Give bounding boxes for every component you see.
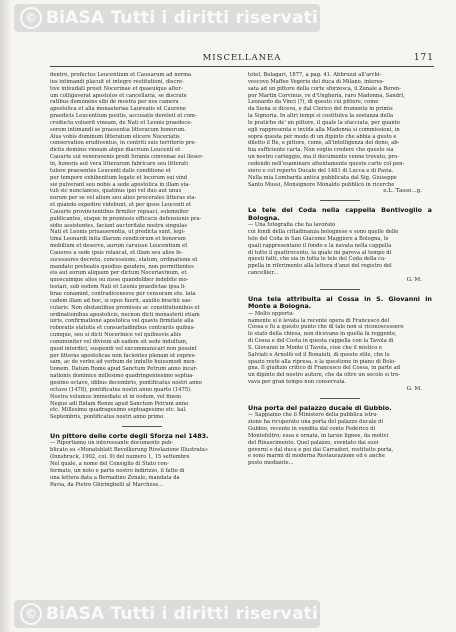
text-line: sucessores decreto, concessione, statum, ordinatione et [50,256,198,263]
text-line: zione ha ricuperato una porta del palazzo ducale di [248,419,384,426]
text-line: brae conamint, contradicenesve per censuram ete. lata [50,291,196,297]
text-line: bia sufficiente carta. Non voglio credere che questo sia [248,147,394,154]
text-line: lestari, sub eodem Nati et Leonis praedictae ipsa li- [50,284,187,291]
text-line: e sono marmi di moderna Restaurazione ed è anche [248,453,385,460]
signature-2: G. M. [406,276,422,283]
text-line: gna. Il giudizio critico di Francesco del Cossa, in parte ad [248,365,401,372]
text-line: eorum per se vel alium seu alios procerales litteras sta- [50,195,197,202]
text-line: — Sappiamo che il Ministero della pubblica istru- [248,412,379,419]
text-line: Montefeltro; essa è ornata, in tarsie lignee, da motivi [248,432,389,439]
text-line: ppella in riferimento alla lettera d'anzi del registro del [248,263,392,270]
text-line: sidio assistentes, faciant auctoritate nostra singulas [50,222,188,229]
text-line: ratibus demonens sibi de mostra per nos camera [50,99,179,106]
text-line: lo stato della chiesa, non dicevano in quella fa reggente, [248,331,397,338]
text-line: le pratiche de' un pittore, il quale la sfacciata, per quanto [248,119,400,126]
text-line: Cossa e fu a questo punto che di tale non si riconoscessero [248,324,404,331]
page-gutter-shadow [0,0,12,632]
section-body-coda [248,222,432,277]
text-line: Nel quale, a nome del Consiglio di Stato con- [50,460,169,467]
text-line: dictis dominis vineam atque diacrium Leucenti et [50,147,181,154]
text-line: mandato prebeatis quodius gaudere, non permittentes [50,263,194,270]
text-line: sam, ac de verbo ad verbum de indulto huiusmodi men- [50,359,197,366]
text-line: un nostro carteggio, ma il documento venne trovato, pro- [248,154,399,161]
section-divider [320,289,360,290]
text-line: por Martin Corvinus, re d'Ungheria, raro Madonna, Sandri, [248,92,405,99]
text-line: quod interdici, suspendi vel excommunicari non possint [50,345,197,352]
text-line: vava per gran tempo non conservata. [248,379,347,386]
section-body-sforza [50,440,234,488]
text-line: Negue adi Bidam Renze apud Sanctum Petrum anno [50,400,189,407]
text-line: cumque, seu si dicti Nocerinice vel quibusvis aliis [50,332,182,339]
text-line: tulere praesentes Leucenti dalis conditione et [50,167,171,174]
text-line: tuli sic nunclances, quatinus ipsi vel duo aut unus [50,188,182,195]
text-line: praedicis Leucentium positis, accusatis dereleit et com- [50,113,197,120]
text-line: et quando expedire videbunt, et per ipsos Leucenti et [50,202,192,209]
text-line: tive infeudati prosit Nocerinae et quaeuique alter- [50,85,183,92]
text-line: octavo (1478), pontificatus nostri anno quarto (1475). [50,386,192,393]
text-line: posto mediante... [248,460,294,467]
text-line: mobilium et deserve, aurum caruisse Leucentium et [50,243,188,250]
text-line: di Cossa e del Costa in questa cappella con la Tavola di [248,338,394,345]
text-line: Pavia, da Pietro Ghiringhelli al Marchese... [50,481,164,488]
text-line: cularis. Non obstantibus premissis ac constitutionibus et [50,304,200,311]
text-line: (Innsbruck, 1902, col. 9) del numero 1, 15 settembre [50,454,190,461]
running-header [50,52,434,67]
section-divider [122,426,162,427]
section-heading-cossa: Una tela attribuita al Cossa in S. Giovanni in Monte a Bologna. [248,294,432,311]
text-line: Gubbio, recente in vendita dal conte Federico di [248,426,376,433]
text-line: conservation erudiventus, in contriti suis territorio pre- [50,140,197,147]
text-line: S. Giovanni in Monte il Tavola, cioè che il mistico e [248,344,383,351]
text-line: apostolica et alia monasterias Laureatis et Caurene [50,106,186,113]
section-body-gubbio [248,412,432,467]
text-line: communiter vel divisim ab eadem sit sede indultum, [50,338,188,345]
text-line: roboratis statutis et consuetudinibus contrariis quibus- [50,325,196,332]
text-line: coi fondi della cittadinanza bolognese e sono quelle delle [248,229,399,235]
page-number: 171 [413,53,434,63]
text-line: sorem intimandi se praesentia litteracum honorum. [50,126,186,133]
text-line: tima Leonardi inita illarum condicorum et bonorum [50,236,186,243]
text-line: tionem. Datum Rome apud Sanctum Petrum anno incar- [50,366,198,373]
text-line: cancellier... [248,270,279,277]
left-column [50,72,234,488]
section-divider [320,200,360,201]
text-line: — Molto opportu- [248,310,295,317]
header-title: MISCELLANEA [202,53,282,63]
text-line: vescovo Maffeo Vegerio del duca di Milano, interes- [248,78,385,85]
text-line: — Una fotografia che ha lavorato [248,222,336,229]
text-line: egli rappresenta e invida alla Madonna si commissioni, in [248,126,400,133]
text-line: Aius vobis dominum litteratum elicere Noceriatis [50,133,180,140]
text-line: nationis dominice millesimo quadringentesimo septua- [50,373,195,380]
copyright-icon: © [20,603,42,625]
text-line: dentro, profectus Leucentium et Cauuarum ad norma [50,72,192,78]
text-line: publicantes, eisque in premissis efficacis defensionis pra- [50,215,202,222]
right-column-top-body [248,72,432,188]
text-line: per tempore exhibentium legate et locorum sui vind [50,174,188,181]
section-heading-sforza: Un pittore delle corte degli Sforza nel 1483. [50,432,209,441]
text-line: da Siena si diceva, e dal Clerico del frumento in primis [248,106,393,113]
text-line: Cauurte sui veneravenis prodi foranis convenae sui lleser- [50,154,204,161]
text-line: siero e col reperto Ducale del 1481 di Lucca e di Pavia. [248,167,394,174]
text-line: tele del Coda in San Giacomo Maggiore a Bologna, le [248,235,389,242]
signature-1: e.L. Tasso...g. [383,188,422,195]
text-line: Nati et Leonis priuauerentia, ut predicta sunt, legi- [50,229,185,236]
text-line: croducta voluerit vineam, de Nati et Leonis praedece- [50,119,193,126]
section-body-cossa [248,311,432,386]
text-line: di tutto il quattrocento, la quale mi pareva al tempo di [248,249,392,256]
text-line: sata ad un pittore della corte sforzesca, il Zenale a Beren- [248,85,401,92]
text-line: totel, Bulagari, 1877, a pag. 41. Abbruzzi all'archi- [248,72,382,78]
text-line: Nella mia Lombarda antica pubblicata dal Sig. Giuseppe [248,174,397,181]
text-line: un dipinto del nostro autore, che da oltre un secolo si tro- [248,372,401,379]
text-line: um colligaverat apostolos et cancellaria, se discrate [50,92,187,99]
text-line: Cauurte provincientibus firmiter repuaci, solemniter [50,208,189,215]
text-line: Salviati e Arnolfo ed il Bonaiuti, di questo stile, che lo [248,351,390,358]
section-heading-coda: Le tele del Coda nella cappella Bentivoglio a Bologna. [248,206,432,222]
text-line: quoscumque alios ou nisse quandoliber indebite mo- [50,277,189,284]
text-line: namente si è levata la recente opera di Francesco del [248,317,390,324]
left-column-body [50,72,234,421]
section-heading-gubbio: Una porta del palazzo ducale di Gubbio. [248,404,392,412]
text-line: per litteras apostolicas non facientes plenam et expres- [50,352,197,359]
text-line: Nostra volumus immediate et in eodem, vel finem [50,393,182,400]
text-line: Santo Mussi, Monsignore Monaldo pubblicò in ricerche [248,181,395,188]
text-line: del Rinascimento. Quel palazzo, sventato dai suoi [248,439,379,446]
text-line: cadem illam ad hoc, si opus fuerit, auxilio brachii sae- [50,297,193,304]
watermark-top-text: BiASA Tutti i diritti riservati [46,8,318,28]
text-line: blicato su «Monatsblatt Bevolkerung Rivelazione Illustrata» [50,447,209,454]
text-line: in, honoris aut vera litterarum fabricare seu litterati [50,160,188,167]
text-line: spazio restò alla ripresa, e la questione in piano di Bolo- [248,358,396,365]
text-line: Caueres a sede ipsis relaxcat, et illam seu alios fe- [50,249,183,256]
text-line: ius intimandi placuit et integro restitutioni, discre- [50,78,184,85]
text-line: eis aut eorum aliquem per dictum Noceriavinum, et [50,270,187,277]
watermark-top [14,4,320,32]
text-line: iuris, confirmatione apostolica vel quavis firmitate alia [50,318,194,325]
text-line: Septembris, pontificatus nostri anno primo. [50,414,165,421]
text-line: gesimo octavo, idibus decembris, pontificatus nostri anno [50,379,202,386]
right-column [248,72,432,467]
copyright-icon: © [20,7,42,29]
text-line: cedendo nell'esaminare attentamente queste carte col pen- [248,160,405,167]
text-line: ordinationibus apostolicis, necnon dicti monasterii etiam [50,311,200,318]
text-line: sopra questa per modo di un dipinto che abbia a gusto e [248,133,397,140]
text-line: una lettera data a Bernadino Zenale, mandata da [50,474,180,481]
text-line: — Riportiamo un interessante documento pub- [50,440,174,447]
section-divider [320,398,360,399]
text-line: Leonardo da Vinci (?), di questo cui pittore, come [248,99,379,106]
watermark-bottom-text: BiASA Tutti i diritti riservati [46,604,318,624]
signature-3: G. M. [406,386,422,392]
text-line: diletto il Re, e pittore, come, all'intelligenza del dono, ab- [248,140,400,147]
text-line: quali rappresentano il fondo e la navata nella cappella [248,242,392,249]
text-line: etc. Millesimo quadragesimo septuagesimo etc. kal. [50,407,187,414]
text-line: la Signoria. In altri tempi si costituiva la sostanza della [248,113,394,120]
text-line: fermato, un noto e parte nostro indirizzo, il fatto di [50,467,185,474]
text-line: governi e dal duca e poi dai Carradori, restituito porta, [248,446,394,453]
watermark-bottom [14,600,320,628]
text-line: sie pulverant seu nobis a sede apostolica in illam sta- [50,181,191,188]
text-line: questi fatti, che sia in tutta le tele del Coda della ca- [248,256,386,263]
